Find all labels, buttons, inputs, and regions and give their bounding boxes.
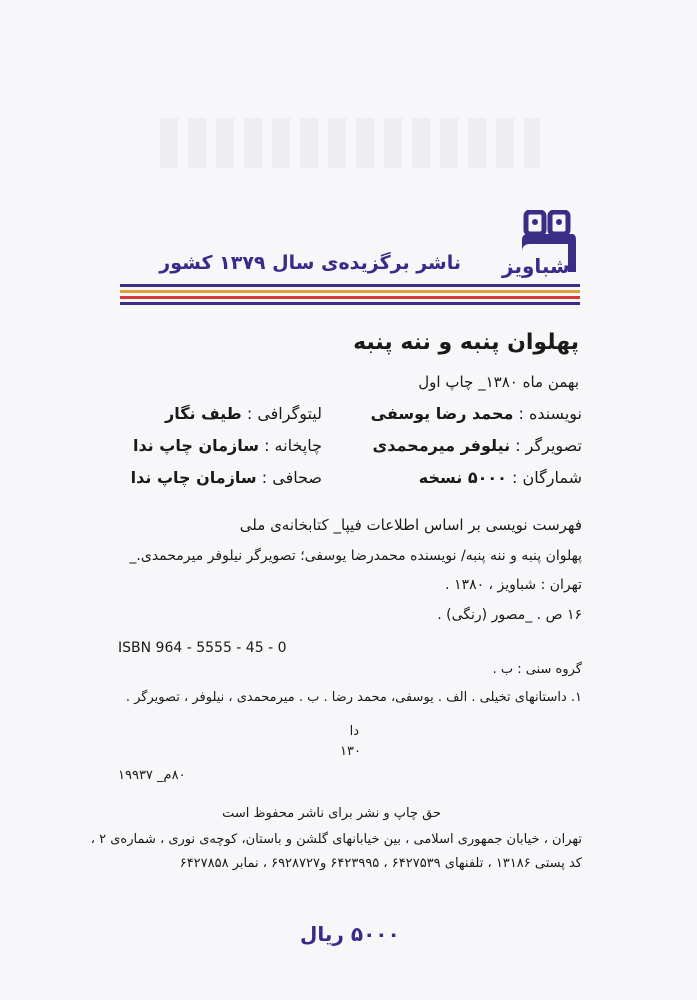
print-run-credit xyxy=(419,468,582,487)
stripe-4 xyxy=(120,302,580,305)
printing-value: سازمان چاپ ندا xyxy=(132,436,259,455)
cip-heading: فهرست نویسی بر اساس اطلاعات فیپا_ کتابخانه‌ی ملی xyxy=(239,516,582,534)
illustrator-credit xyxy=(373,436,582,455)
binding-value: سازمان چاپ ندا xyxy=(130,468,257,487)
print-run-value: ۵۰۰۰ نسخه xyxy=(418,468,507,487)
stripe-3 xyxy=(120,296,580,299)
decorative-stripes xyxy=(120,284,580,308)
stripe-1 xyxy=(120,284,580,287)
address-line-1: تهران ، خیابان جمهوری اسلامی ، بین خیابانهای گلشن و باستان، کوچه‌ی نوری ، شماره‌ی ۲ ، xyxy=(90,832,582,847)
cip-line-1: پهلوان پنبه و ننه پنبه/ نویسنده محمدرضا یوسفی؛ تصویرگر نیلوفر میرمحمدی._ xyxy=(129,548,582,564)
credits-block xyxy=(112,404,582,494)
binding-label: صحافی : xyxy=(261,468,322,487)
lithography-value: طیف نگار xyxy=(164,404,242,423)
classification-1: دا xyxy=(349,724,359,739)
printing-label: چاپخانه : xyxy=(264,436,322,455)
classification-2: ۱۳۰ xyxy=(340,744,361,759)
isbn: ISBN 964 - 5555 - 45 - 0 xyxy=(118,640,287,656)
edition-line: بهمن ماه ۱۳۸۰_ چاپ اول xyxy=(418,373,579,391)
illustrator-label: تصویرگر : xyxy=(515,436,582,455)
print-run-label: شمارگان : xyxy=(512,468,582,487)
illustrator-value: نیلوفر میرمحمدی xyxy=(372,436,511,455)
lithography-credit xyxy=(165,404,322,423)
publisher-logotype: شباویز xyxy=(502,254,570,278)
author-value: محمد رضا یوسفی xyxy=(370,404,514,423)
stripe-2 xyxy=(120,290,580,293)
lithography-label: لیتوگرافی : xyxy=(246,404,322,423)
subjects-line: ۱. داستانهای تخیلی . الف . یوسفی، محمد رضا . ب . میرمحمدی ، نیلوفر ، تصویرگر . xyxy=(125,690,582,705)
cip-line-3: ۱۶ ص . _مصور (رنگی) . xyxy=(437,607,582,623)
age-group: گروه سنی : ب . xyxy=(492,662,582,677)
bleed-through-shadow xyxy=(160,118,540,168)
printing-credit xyxy=(133,436,322,455)
catalog-number: ۸۰م_ ۱۹۹۳۷ xyxy=(118,768,186,783)
address-line-2: کد پستی ۱۳۱۸۶ ، تلفنهای ۶۴۲۷۵۳۹ ، ۶۴۲۳۹۹۵ و۶۹۲۸۷۲۷ ، نمابر ۶۴۲۷۸۵۸ xyxy=(179,856,582,871)
author-label: نویسنده : xyxy=(518,404,582,423)
book-title: پهلوان پنبه و ننه پنبه xyxy=(353,330,579,355)
price-label: ۵۰۰۰ ریال xyxy=(300,922,400,946)
publisher-tagline: ناشر برگزیده‌ی سال ۱۳۷۹ کشور xyxy=(159,252,461,274)
author-credit xyxy=(371,404,582,423)
copyright-notice: حق چاپ و نشر برای ناشر محفوظ است xyxy=(222,806,441,821)
cip-line-2: تهران : شباویز ، ۱۳۸۰ . xyxy=(445,577,582,593)
binding-credit xyxy=(131,468,322,487)
